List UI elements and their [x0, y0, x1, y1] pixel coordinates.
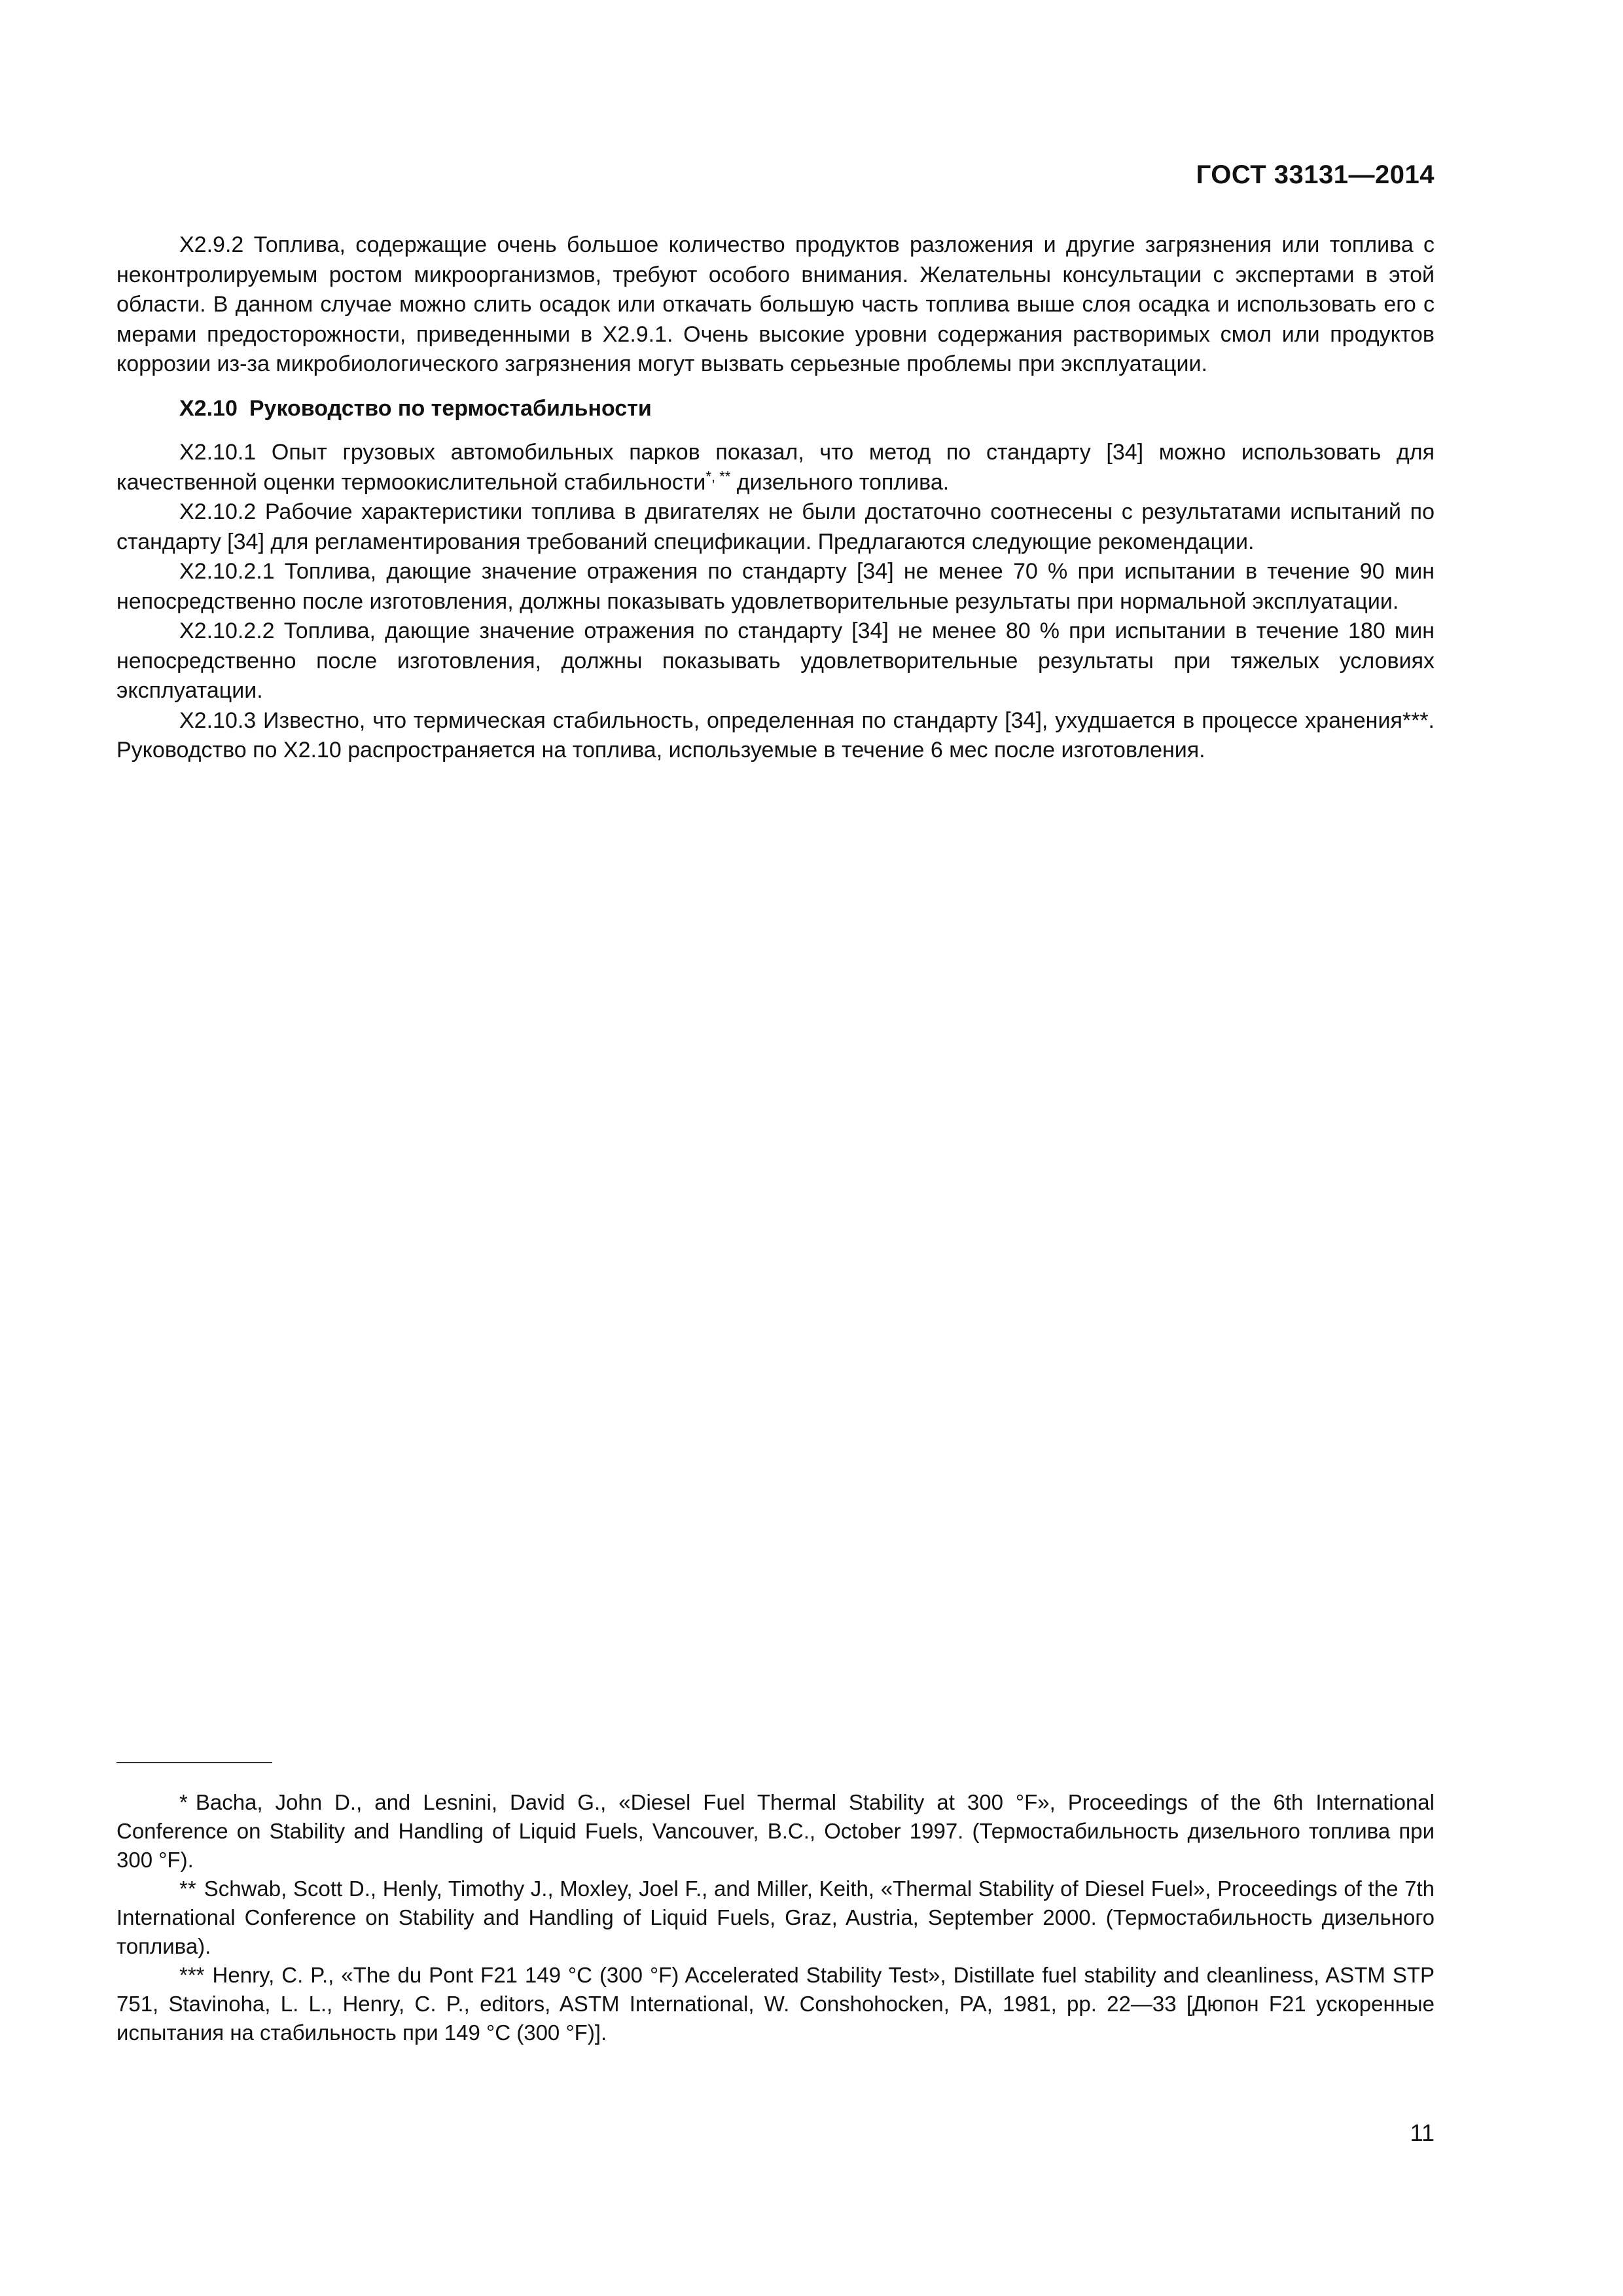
- footnote-separator: [116, 1762, 272, 1763]
- footnote-reference-marks: *, **: [705, 468, 731, 485]
- paragraph-x2-10-1-tail: дизельного топлива.: [730, 469, 950, 495]
- paragraph-x2-10-3: X2.10.3 Известно, что термическая стабильность, определенная по стандарту [34], ухудшается в процессе хранения***. Руководство по X2.10 распространяется на топлива, используемые в течение 6 мес после изготовления.: [116, 708, 1435, 762]
- paragraph-x2-10-1: [116, 438, 1435, 497]
- paragraph-x2-10-2: X2.10.2 Рабочие характеристики топлива в двигателях не были достаточно соотнесены с результатами испытаний по стандарту [34] для регламентирования требований спецификации. Предлагаются следующие рекомендации.: [116, 499, 1435, 554]
- paragraph-x2-10-2-1: X2.10.2.1 Топлива, дающие значение отражения по стандарту [34] не менее 70 % при испытании в течение 90 мин непосредственно после изготовления, должны показывать удовлетворительные результаты при нормальной эксплуатации.: [116, 559, 1435, 614]
- footnote-3-text: Henry, C. P., «The du Pont F21 149 °C (300 °F) Accelerated Stability Test», Distillate fuel stability and cleanliness, ASTM STP 751, Stavinoha, L. L., Henry, C. P., editors, ASTM International, W. Conshohocken, PA, 1981, pp. 22—33 [Дюпон F21 ускоренные испытания на стабильность при 149 °C (300 °F)].: [116, 1963, 1435, 2045]
- footnote-1: [116, 1788, 1435, 1874]
- document-code-header: ГОСТ 33131—2014: [1196, 160, 1435, 189]
- footnote-2-text: Schwab, Scott D., Henly, Timothy J., Moxley, Joel F., and Miller, Keith, «Thermal Stability of Diesel Fuel», Proceedings of the 7th International Conference on Stability and Handling of Liquid Fuels, Graz, Austria, September 2000. (Термостабильность дизельного топлива).: [116, 1876, 1435, 1958]
- body-text: [116, 230, 1435, 766]
- paragraph-x2-10-2-2: X2.10.2.2 Топлива, дающие значение отражения по стандарту [34] не менее 80 % при испытании в течение 180 мин непосредственно после изготовления, должны показывать удовлетворительные результаты при тяжелых условиях эксплуатации.: [116, 619, 1435, 703]
- section-heading-x2-10: [116, 394, 1435, 424]
- footnote-2: [116, 1874, 1435, 1961]
- footnote-2-mark: **: [179, 1876, 196, 1901]
- footnote-3-mark: ***: [179, 1963, 205, 1987]
- footnote-3: [116, 1961, 1435, 2047]
- footnote-1-text: Bacha, John D., and Lesnini, David G., «Diesel Fuel Thermal Stability at 300 °F», Proceedings of the 6th International Conference on Stability and Handling of Liquid Fuels, Vancouver, B.C., October 1997. (Термостабильность дизельного топлива при 300 °F).: [116, 1790, 1435, 1872]
- footnotes: [116, 1788, 1435, 2047]
- section-heading-number: X2.10: [179, 395, 238, 421]
- page-number: 11: [1410, 2119, 1435, 2146]
- section-heading-title: Руководство по термостабильности: [249, 395, 652, 421]
- paragraph-x2-9-2: X2.9.2 Топлива, содержащие очень большое количество продуктов разложения и другие загрязнения или топлива с неконтролируемым ростом микроорганизмов, требуют особого внимания. Желательны консультации с экспертами в этой области. В данном случае можно слить осадок или откачать большую часть топлива выше слоя осадка и использовать его с мерами предосторожности, приведенными в X2.9.1. Очень высокие уровни содержания растворимых смол или продуктов коррозии из-за микробиологического загрязнения могут вызвать серьезные проблемы при эксплуатации.: [116, 232, 1435, 376]
- footnote-1-mark: *: [179, 1790, 188, 1814]
- paragraph-x2-10-1-text: X2.10.1 Опыт грузовых автомобильных парков показал, что метод по стандарту [34] можно использовать для качественной оценки термоокислительной стабильности: [116, 440, 1435, 495]
